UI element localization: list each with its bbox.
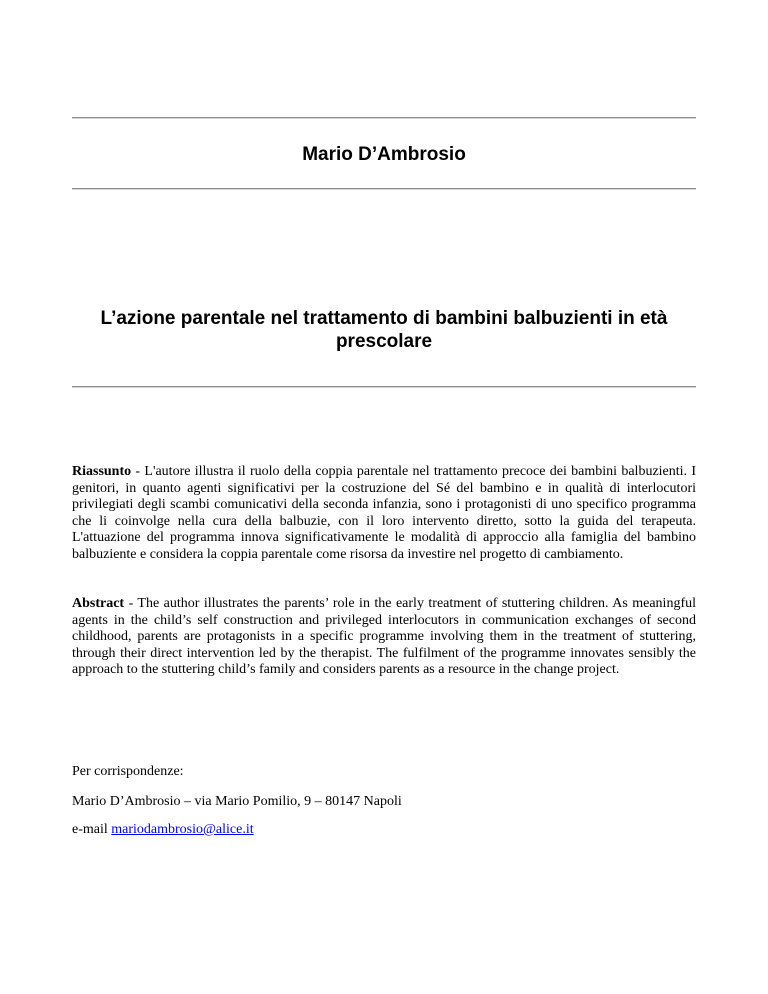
abstract-label: Abstract xyxy=(72,596,125,611)
email-label: e-mail xyxy=(72,822,112,837)
top-divider xyxy=(72,117,696,119)
author-name: Mario D’Ambrosio xyxy=(302,144,466,165)
riassunto-label: Riassunto xyxy=(72,464,132,479)
email-link[interactable]: mariodambrosio@alice.it xyxy=(111,822,254,837)
riassunto-paragraph xyxy=(72,464,696,564)
contact-address: Mario D’Ambrosio – via Mario Pomilio, 9 – 80147 Napoli xyxy=(72,794,402,809)
abstract-text: - The author illustrates the parents’ role in the early treatment of stuttering children. As meaningful agents in the child’s self construction and privileged interlocutors in communication exchanges of second childhood, parents are protagonists in a specific programme involving them in the treatment of stuttering, through their direct intervention led by the therapist. The fulfilment of the programme innovates sensibly the approach to the stuttering child’s family and considers parents as a resource in the change project. xyxy=(72,596,696,678)
author-divider xyxy=(72,188,696,190)
riassunto-text: - L'autore illustra il ruolo della coppia parentale nel trattamento precoce dei bambini balbuzienti. I genitori, in quanto agenti significativi per la costruzione del Sé del bambino e in qualità di interlocutori privilegiati degli scambi comunicativi della seconda infanzia, sono i protagonisti di uno specifico programma che li coinvolge nella cura della balbuzie, con il loro intervento diretto, sotto la guida del terapeuta. L'attuazione del programma innova significativamente le modalità di approccio alla famiglia del bambino balbuziente e considera la coppia parentale come risorsa da investire nel progetto di cambiamento. xyxy=(72,464,696,562)
article-title: L’azione parentale nel trattamento di bambini balbuzienti in età prescolare xyxy=(100,308,668,352)
contact-heading: Per corrispondenze: xyxy=(72,764,184,779)
abstract-paragraph xyxy=(72,596,696,679)
contact-email-line xyxy=(72,821,696,838)
title-divider xyxy=(72,386,696,388)
